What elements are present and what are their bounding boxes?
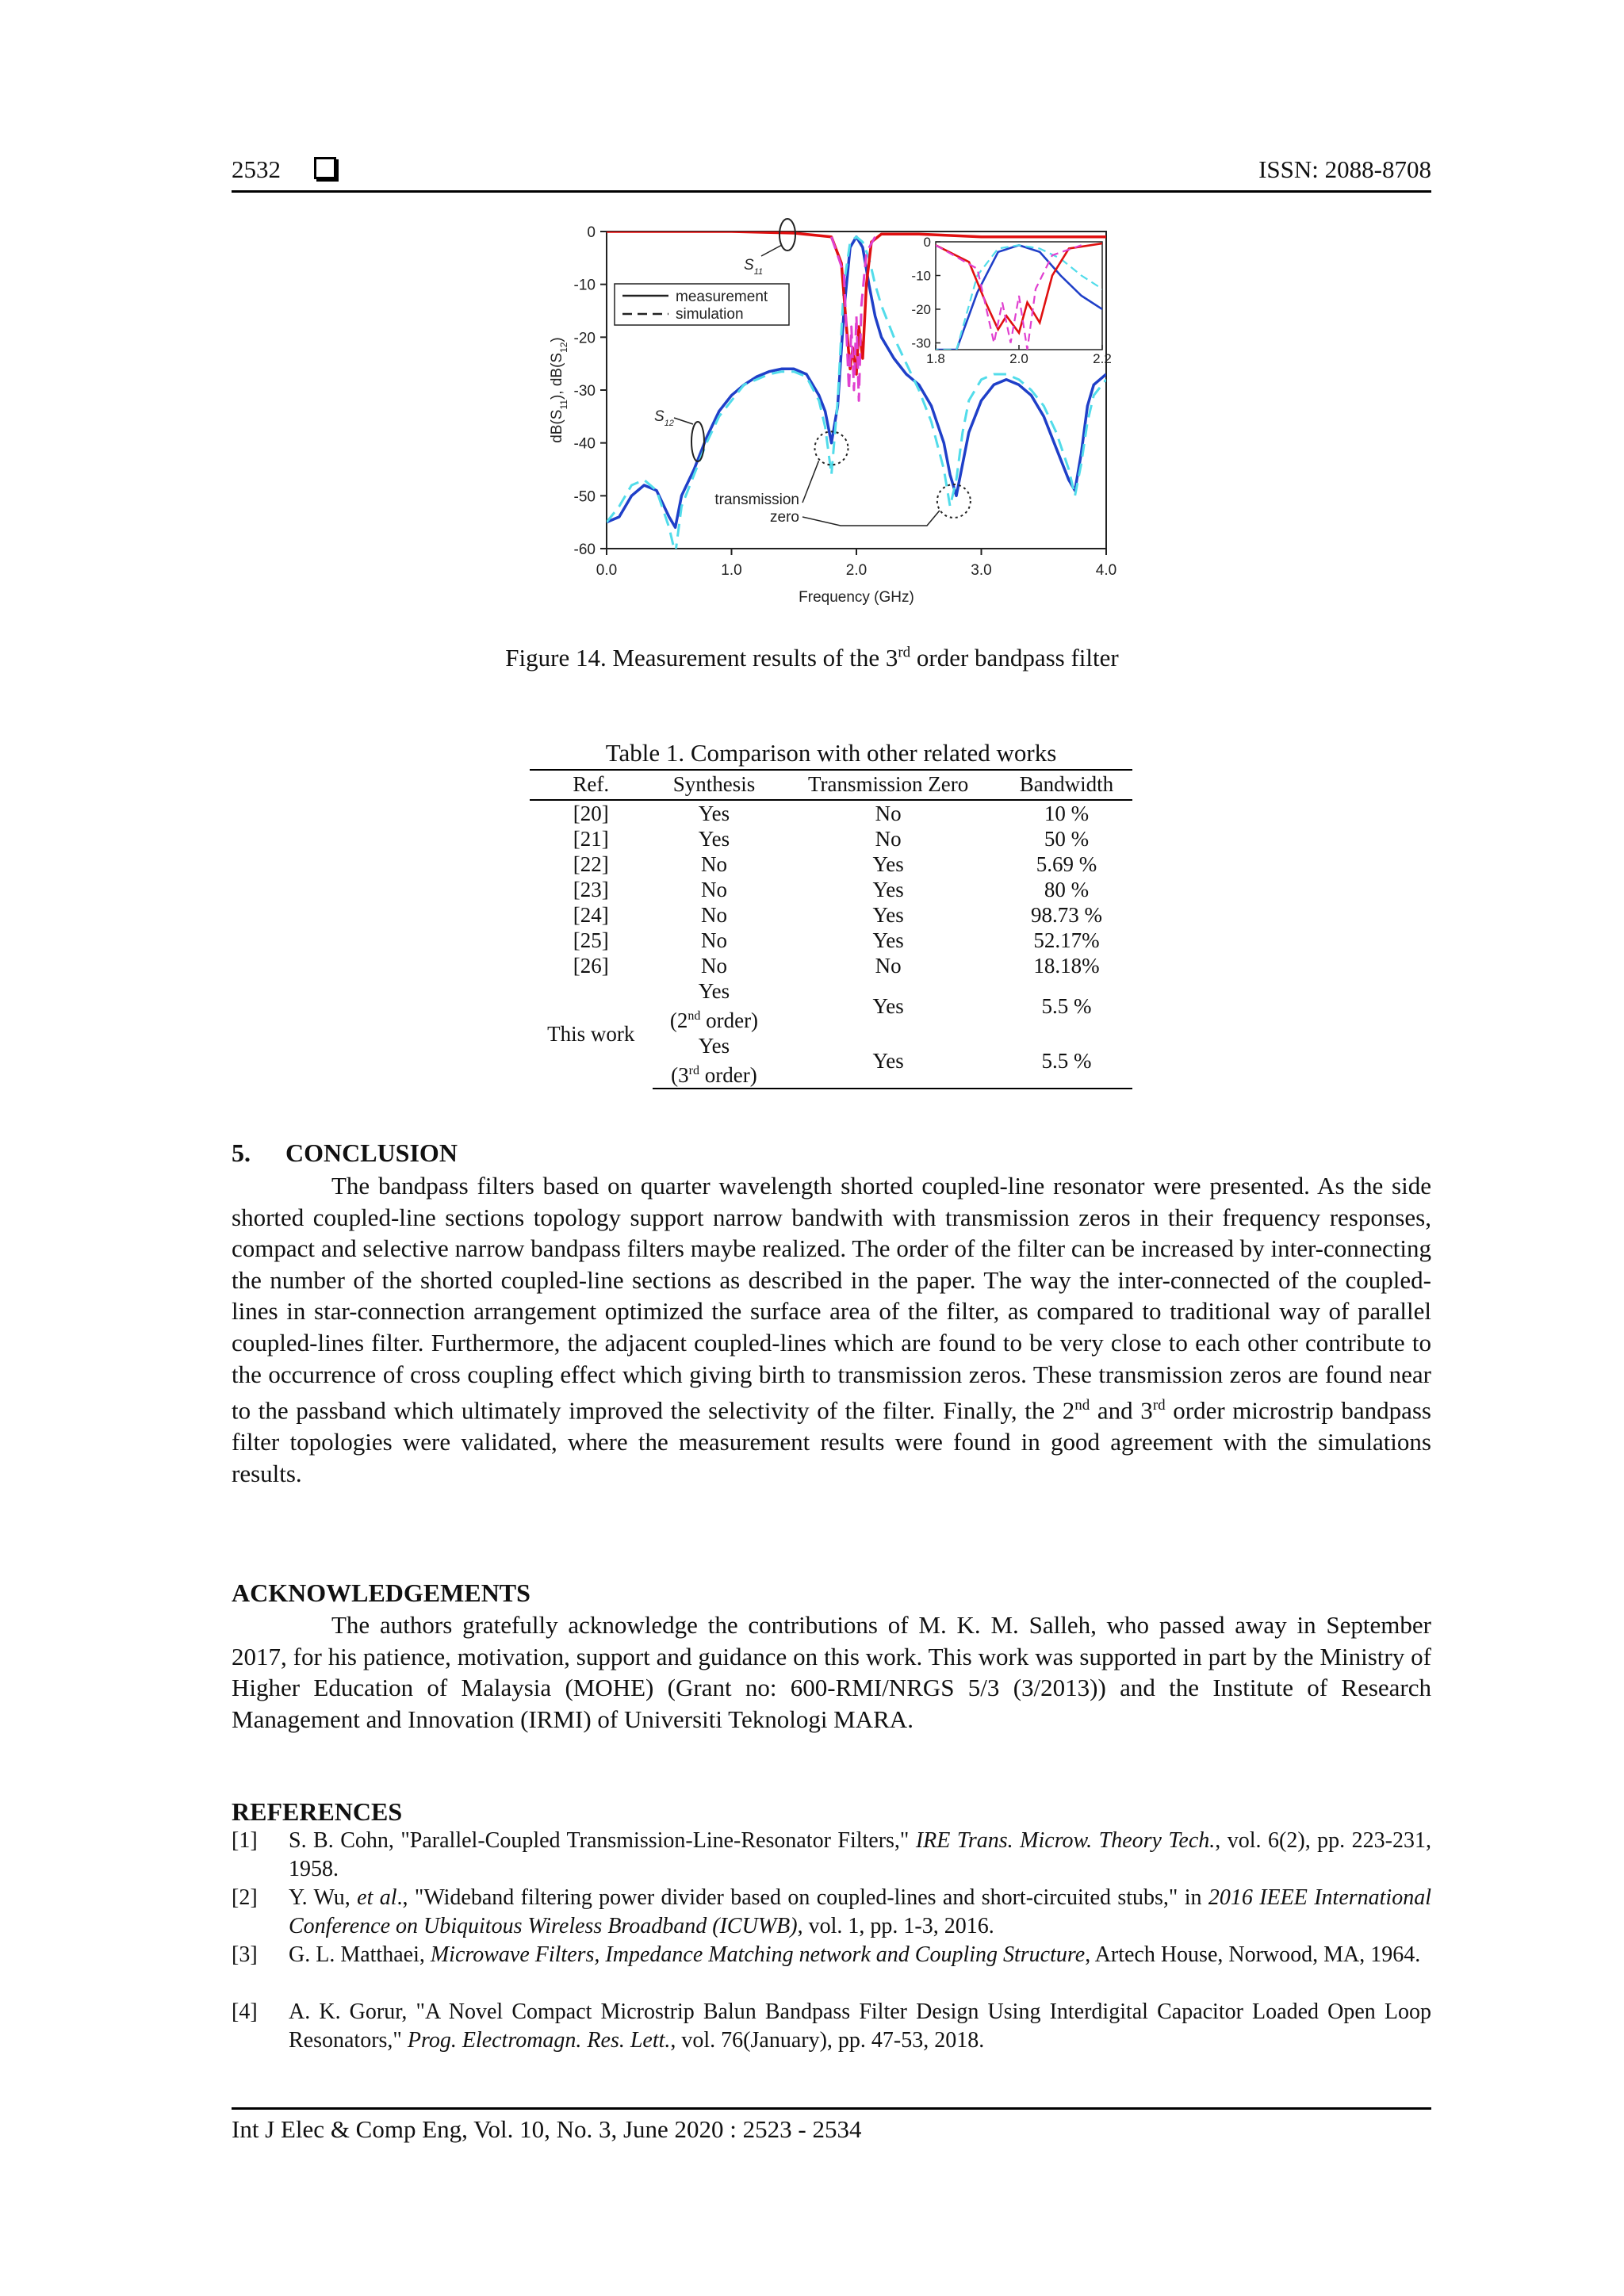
- annotation-label-tz-1: transmission: [714, 492, 799, 508]
- annotation-label-tz-2: zero: [770, 509, 799, 526]
- annotation-ellipse-s11: [779, 219, 795, 251]
- annotation-leader-tz1: [802, 461, 819, 503]
- this-work-label: This work: [547, 1021, 635, 1046]
- table-row: [23] No Yes 80 %: [573, 878, 1090, 901]
- annotation-leader-s11: [761, 245, 782, 256]
- header-rule: [232, 190, 1431, 193]
- footer-citation: Int J Elec & Comp Eng, Vol. 10, No. 3, June 2020 : 2523 - 2534: [232, 2115, 862, 2143]
- x-tick-label: 0.0: [596, 562, 618, 579]
- y-tick-label: -30: [573, 383, 596, 400]
- annotation-leader-s12: [674, 418, 693, 424]
- y-tick-label: 0: [587, 224, 596, 241]
- y-tick-label: -40: [573, 435, 596, 453]
- table-title: Table 1. Comparison with other related works: [605, 739, 1057, 767]
- legend-label-measurement: measurement: [676, 289, 768, 305]
- chart-root: [523, 219, 1118, 606]
- y-tick-label: -20: [573, 330, 596, 347]
- page-number: 2532: [232, 155, 336, 184]
- annotation-label-s11: $S_{11}$: [744, 257, 764, 277]
- legend-label-simulation: simulation: [676, 306, 744, 323]
- table-row-this-work-3rd: Yes (3rd order) Yes 5.5 %: [530, 1033, 1132, 1089]
- journal-issn: ISSN: 2088-8708: [1258, 155, 1431, 183]
- reference-item: [3] G. L. Matthaei, Microwave Filters, Impedance Matching network and Coupling Structure, Artech House, Norwood, MA, 1964.: [232, 1942, 1421, 1967]
- section-heading-acknowledgements: ACKNOWLEDGEMENTS: [232, 1578, 530, 1607]
- figure-14-chart: [523, 210, 1118, 622]
- table-header-row: [530, 770, 1132, 800]
- annotation-ellipse-s12: [691, 422, 704, 461]
- synthesis-cell: Yes (3rd order): [653, 1033, 776, 1089]
- reference-item: [4] A. K. Gorur, "A Novel Compact Microstrip Balun Bandpass Filter Design Using Interdigital Capacitor Loaded Open Loop Resonators," Prog. Electromagn. Res. Lett., vol. 76(January), pp. 47-53, 2018.: [232, 1999, 1431, 2053]
- comparison-table: [530, 769, 1132, 1089]
- table-row-this-work-2nd: This work Yes (2nd order) Yes 5.5 %: [530, 978, 1132, 1033]
- col-bandwidth: Bandwidth: [1001, 770, 1132, 800]
- y-tick-label: -10: [573, 277, 596, 294]
- inset-y-tick-label: -20: [911, 302, 931, 317]
- x-tick-label: 2.0: [845, 562, 868, 579]
- table-row: [25] No Yes 52.17%: [573, 928, 1100, 952]
- annotation-label-s12: $S_{12}$: [654, 408, 674, 428]
- inset-x-tick-label: 1.8: [926, 351, 945, 366]
- acknowledgements-paragraph: The authors gratefully acknowledge the contributions of M. K. M. Salleh, who passed away in September 2017, for his patience, motivation, support and guidance on this work. This work was supported in part by the Ministry of Higher Education of Malaysia (MOHE) (Grant no: 600-RMI/NRGS 5/3 (3/2013)) and the Institute of Research Management and Innovation (IRMI) of Universiti Teknologi MARA.: [232, 1611, 1431, 1733]
- annotation-leader-tz2: [802, 511, 940, 526]
- y-axis-label: $dB(S_{11})$, $dB(S_{12})$: [549, 337, 569, 443]
- section-heading-references: REFERENCES: [232, 1797, 403, 1826]
- conclusion-paragraph: The bandpass filters based on quarter wavelength shorted coupled-line resonator were presented. As the side shorted coupled-line sections topology support narrow bandwith with transmission zeros in their frequency responses, compact and selective narrow bandpass filters maybe realized. The order of the filter can be increased by inter-connecting the number of the shorted coupled-line sections as described in the paper. The way the inter-connected of the coupled-lines in star-connection arrangement optimized the surface area of the filter, as compared to traditional way of parallel coupled-lines filter. Furthermore, the adjacent coupled-lines which are found to be very close to each other contribute to the occurrence of cross coupling effect which giving birth to transmission zeros. These transmission zeros are found near to the passband which ultimately improved the selectivity of the filter. Finally, the 2nd and 3rd order microstrip bandpass filter topologies were validated, where the measurement results were found in good agreement with the simulations results.: [232, 1172, 1431, 1487]
- table-row: [22] No Yes 5.69 %: [573, 852, 1097, 876]
- y-tick-label: -60: [573, 541, 596, 558]
- section-heading-conclusion: 5. CONCLUSION: [232, 1138, 458, 1167]
- y-tick-label: -50: [573, 488, 596, 506]
- inset-y-tick-label: -30: [911, 335, 931, 351]
- inset-y-tick-label: 0: [923, 235, 931, 250]
- table-row: [20] Yes No 10 %: [573, 802, 1090, 825]
- x-tick-label: 1.0: [721, 562, 742, 579]
- inset-x-tick-label: 2.0: [1009, 351, 1028, 366]
- table-row: [26] No No 18.18%: [573, 954, 1100, 978]
- col-ref: Ref.: [530, 770, 653, 800]
- table-row: [24] No Yes 98.73 %: [573, 903, 1102, 927]
- reference-item: [2] Y. Wu, et al., "Wideband filtering power divider based on coupled-lines and short-circuited stubs," in 2016 IEEE International Conference on Ubiquitous Wireless Broadband (ICUWB), vol. 1, pp. 1-3, 2016.: [232, 1885, 1431, 1938]
- square-bullet-icon: [314, 157, 336, 179]
- col-synthesis: Synthesis: [653, 770, 776, 800]
- x-tick-label: 4.0: [1095, 562, 1117, 579]
- inset-x-tick-label: 2.2: [1093, 351, 1112, 366]
- figure-caption: Figure 14. Measurement results of the 3rd order bandpass filter: [505, 644, 1119, 672]
- inset-y-tick-label: -10: [911, 268, 931, 284]
- footer-rule: [232, 2107, 1431, 2110]
- reference-item: [1] S. B. Cohn, "Parallel-Coupled Transmission-Line-Resonator Filters," IRE Trans. Microw. Theory Tech., vol. 6(2), pp. 223-231, 1958.: [232, 1828, 1431, 1881]
- synthesis-cell: Yes (2nd order): [669, 979, 759, 1032]
- col-transmission-zero: Transmission Zero: [776, 770, 1000, 800]
- x-axis-label: Frequency (GHz): [799, 589, 914, 606]
- x-tick-label: 3.0: [971, 562, 992, 579]
- table-row: [21] Yes No 50 %: [573, 827, 1090, 851]
